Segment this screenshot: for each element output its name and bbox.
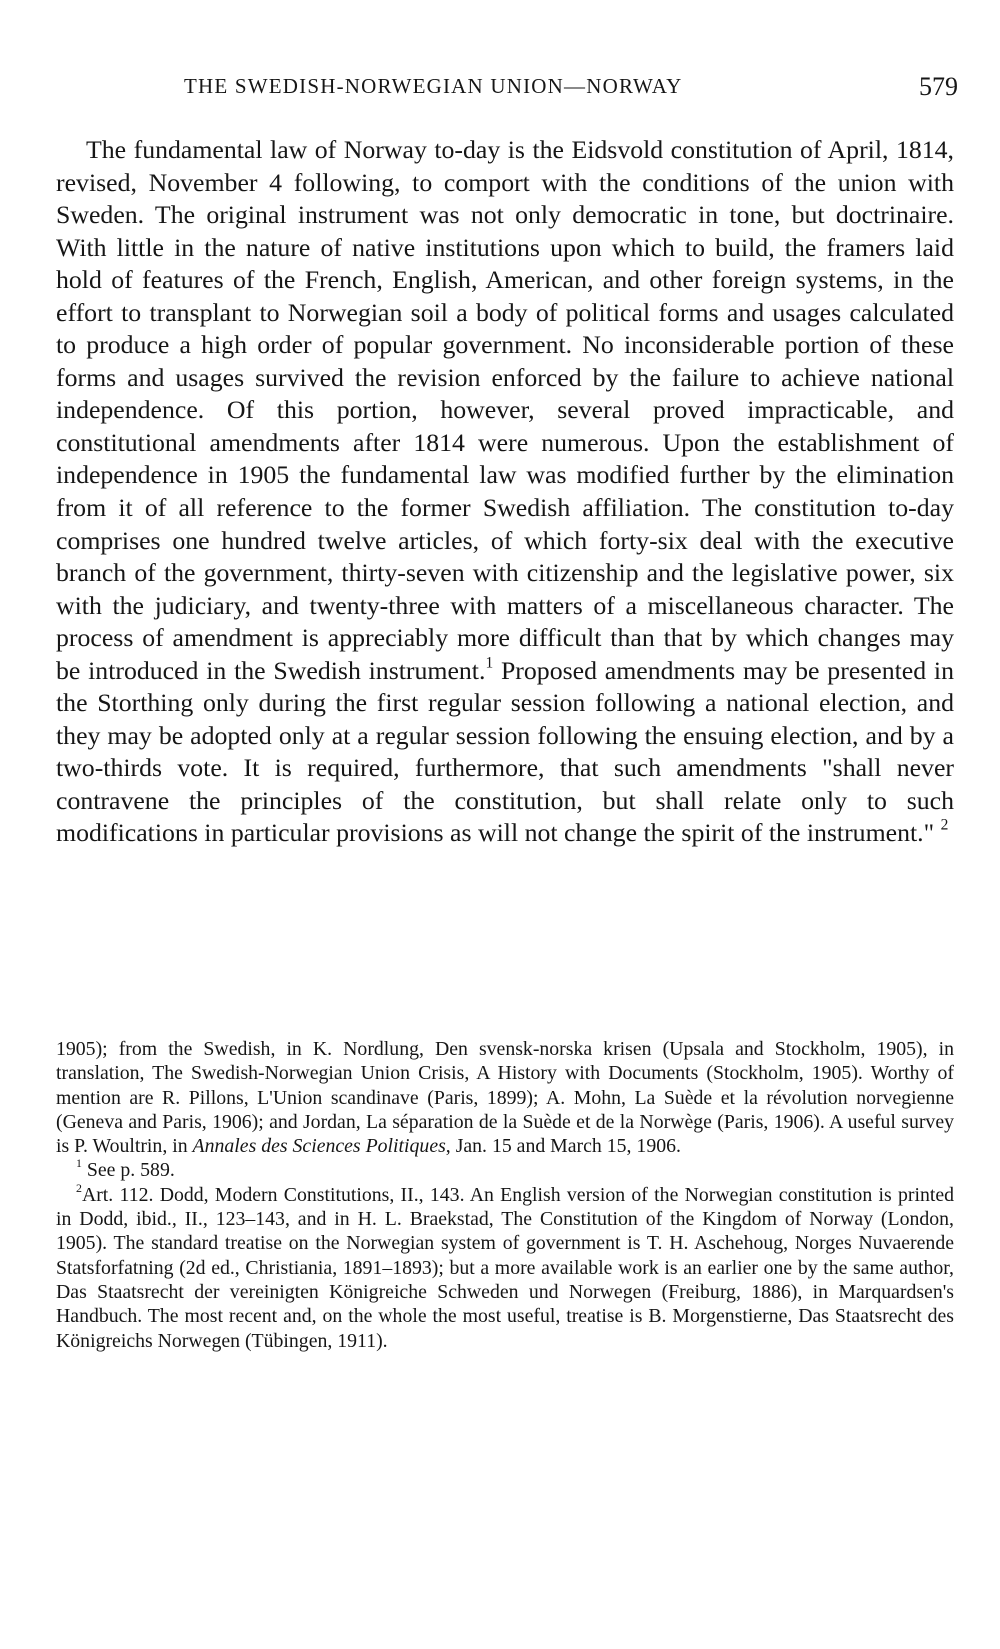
footnote-2-text: Art. 112. Dodd, Modern Constitutions, II., 143. An English version of the Norwegian constitution is printed in Dodd, ibid., II., 123–143, and in H. L. Braekstad, The Constitution of the Kingdom of Norway (London, 1905). The standard treatise on the Norwegian system of government is T. H. Aschehoug, Norges Nuvaerende Statsforfatning (2d ed., Christiania, 1891–1893); but a more available work is an earlier one by the same author, Das Staatsrecht der vereinigten Königreiche Schweden und Norwegen (Freiburg, 1886), in Marquardsen's Handbuch. The most recent and, on the whole the most useful, treatise is B. Morgenstierne, Das Staatsrecht des Königreichs Norwegen (Tübingen, 1911). <box>56 1183 954 1352</box>
body-text-part-1: The fundamental law of Norway to-day is the Eidsvold constitution of April, 1814, revised, November 4 following, to comport with the conditions of the union with Sweden. The original instrument was not only democratic in tone, but doctrinaire. With little in the nature of native institutions upon which to build, the framers laid hold of features of the French, English, American, and other foreign systems, in the effort to transplant to Norwegian soil a body of political forms and usages calculated to produce a high order of popular government. No inconsiderable portion of these forms and usages survived the revision enforced by the failure to achieve national independence. Of this portion, however, several proved impracticable, and constitutional amendments after 1814 were numerous. Upon the establishment of independence in 1905 the fundamental law was modified further by the elimination from it of all reference to the former Swedish affiliation. The constitution to-day comprises one hundred twelve articles, of which forty-six deal with the executive branch of the government, thirty-seven with citizenship and the legislative power, six with the judiciary, and twenty-three with matters of a miscellaneous character. The process of amendment is appreciably more difficult than that by which changes may be introduced in the Swedish instrument. <box>56 135 954 685</box>
footnote-2-marker: 2 <box>76 1180 82 1195</box>
body-paragraph <box>56 134 954 850</box>
footnote-1-marker: 1 <box>76 1156 82 1171</box>
main-text <box>56 134 954 850</box>
footnote-2 <box>56 1180 954 1353</box>
running-head <box>56 72 956 112</box>
footnotes <box>56 1037 954 1353</box>
continuation-text: 1905); from the Swedish, in K. Nordlung, Den svensk-norska krisen (Upsala and Stockholm, 1905), in translation, The Swedish-Norwegian Union Crisis, A History with Documents (Stockholm, 1905). Worthy of mention are R. Pillons, L'Union scandinave (Paris, 1899); A. Mohn, La Suède et la révolution norvegienne (Geneva and Paris, 1906); and Jordan, La séparation de la Suède et de la Norwège (Paris, 1906). A useful survey is P. Woultrin, in <box>56 1038 954 1158</box>
footnote-1 <box>56 1158 954 1182</box>
footnote-continuation <box>56 1037 954 1158</box>
body-text-part-2: Proposed amendments may be presented in the Storthing only during the first regular session following a national election, and they may be adopted only at a regular session following the ensuing election, and by a two-thirds vote. It is required, furthermore, that such amendments "shall never contravene the principles of the constitution, but shall relate only to such modifications in particular provisions as will not change the spirit of the instrument." <box>56 655 954 848</box>
footnote-1-text: See p. 589. <box>81 1159 175 1182</box>
footnote-ref-1: 1 <box>485 654 494 672</box>
page-number: 579 <box>919 72 958 101</box>
footnote-ref-2: 2 <box>940 816 949 834</box>
running-title: THE SWEDISH-NORWEGIAN UNION—NORWAY <box>184 74 683 98</box>
continuation-text-end: , Jan. 15 and March 15, 1906. <box>445 1135 681 1158</box>
journal-title: Annales des Sciences Politiques <box>192 1135 446 1158</box>
